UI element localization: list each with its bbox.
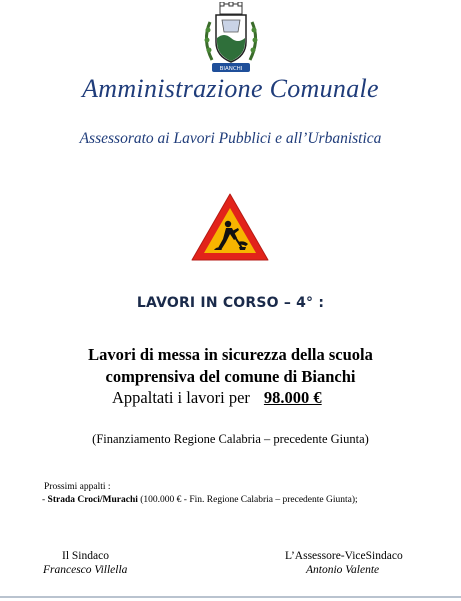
works-description-line-1: Lavori di messa in sicurezza della scuola [88,345,373,364]
crest-banner-text: BIANCHI [219,66,243,72]
municipal-crest-icon [200,2,262,76]
awarded-line [112,388,322,408]
page-title: Amministrazione Comunale [82,74,379,103]
upcoming-item [42,495,358,505]
mayor-name: Francesco Villella [43,564,128,576]
mayor-title: Il Sindaco [62,550,109,562]
page-subtitle: Assessorato ai Lavori Pubblici e all’Urbanistica [79,130,382,147]
upcoming-item-name: Strada Croci/Murachi [47,495,138,505]
road-works-warning-sign-icon [188,190,272,264]
funding-note: (Finanziamento Regione Calabria – precedente Giunta) [92,432,369,446]
upcoming-label: Prossimi appalti : [44,482,111,492]
upcoming-item-detail: (100.000 € - Fin. Regione Calabria – precedente Giunta); [137,495,358,505]
works-heading: LAVORI IN CORSO – 4° : [136,295,325,311]
deputy-title: L’Assessore-ViceSindaco [285,550,403,562]
awarded-label: Appaltati i lavori per [112,388,250,407]
deputy-name: Antonio Valente [306,564,380,576]
works-description-line-2: comprensiva del comune di Bianchi [105,367,356,386]
awarded-amount: 98.000 € [263,388,322,407]
bottom-divider [0,596,461,598]
upcoming-item-prefix: - [42,495,48,505]
